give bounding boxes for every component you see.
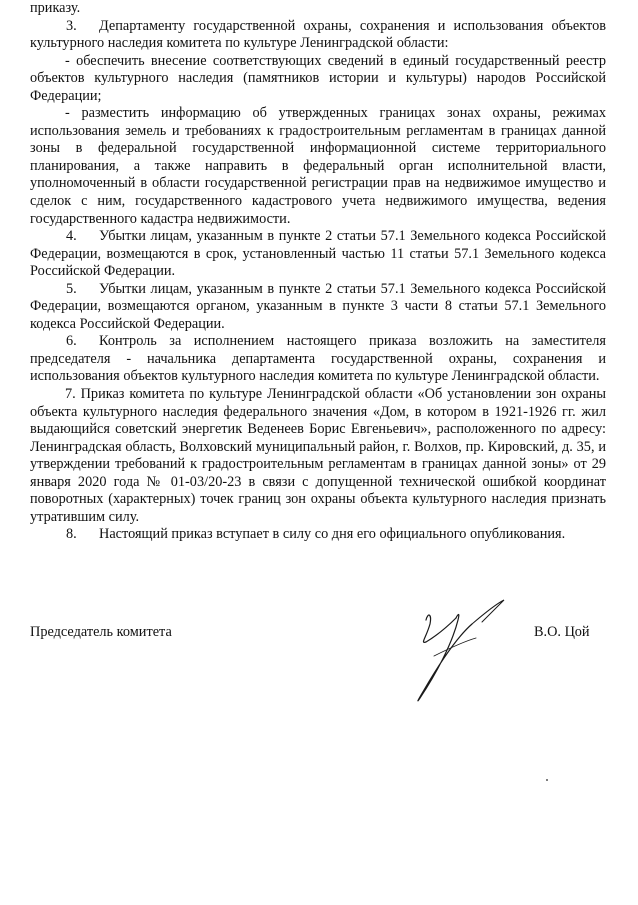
item-3-number: 3.: [66, 17, 77, 34]
scan-speck: [546, 779, 548, 781]
paragraph-item-5: [30, 281, 606, 334]
paragraph-item-7: 7. Приказ комитета по культуре Ленинградской области «Об установлении зон охраны объекта культурного наследия федерального значения «Дом, в котором в 1921-1926 гг. жил выдающийся советский энергетик Веденеев Борис Евгеньевич», расположенного по адресу: Ленинградская область, Волховский муниципальный район, г. Волхов, пр. Кировский, д. 35, и утверждении требований к градостроительным регламентам в границах данной зоны» от 29 января 2020 года № 01-03/20-23 в связи с допущенной технической ошибкой координат поворотных (характерных) точек границ зон охраны объекта культурного наследия признать утратившим силу.: [30, 386, 606, 525]
item-6-number: 6.: [66, 333, 77, 350]
item-6-text: Контроль за исполнением настоящего приказа возложить на заместителя председателя - начальника департамента государственной охраны, сохранения и использования объектов культурного наследия комитета по культуре Ленинградской области.: [30, 333, 606, 385]
paragraph-item-6: [30, 333, 606, 386]
paragraph-item-4: [30, 228, 606, 281]
item-8-text: Настоящий приказ вступает в силу со дня его официального опубликования.: [99, 526, 566, 543]
continuation-line: приказу.: [30, 0, 81, 16]
item-5-number: 5.: [66, 280, 77, 297]
handwritten-signature: [396, 594, 516, 714]
item-3-text: Департаменту государственной охраны, сохранения и использования объектов культурного наследия комитета по культуре Ленинградской области:: [30, 17, 606, 52]
paragraph-item-3: [30, 18, 606, 53]
paragraph-item-8: [30, 526, 606, 544]
paragraph-item-3-bullet-1: - обеспечить внесение соответствующих сведений в единый государственный реестр объектов культурного наследия (памятников истории и культуры) народов Российской Федерации;: [30, 52, 606, 104]
item-8-number: 8.: [66, 526, 77, 543]
signer-name: В.О. Цой: [534, 624, 590, 640]
document-body: [30, 0, 606, 544]
item-4-text: Убытки лицам, указанным в пункте 2 статьи 57.1 Земельного кодекса Российской Федерации, возмещаются в срок, установленный частью 11 статьи 57.1 Земельного кодекса Российской Федерации.: [30, 228, 606, 280]
item-4-number: 4.: [66, 228, 77, 245]
position-label: Председатель комитета: [30, 624, 172, 640]
paragraph-item-3-bullet-2: - разместить информацию об утвержденных границах зонах охраны, режимах использования земель и требованиях к градостроительным регламентам в границах данной зоны в федеральной государственной информационной системе территориального планирования, а также направить в федеральный орган исполнительной власти, уполномоченный в области государственной регистрации прав на недвижимое имущество и сделок с ним, государственного кадастрового учета недвижимого имущества, ведения государственного кадастра недвижимости.: [30, 105, 606, 227]
item-5-text: Убытки лицам, указанным в пункте 2 статьи 57.1 Земельного кодекса Российской Федерации, возмещаются органом, указанным в пункте 3 части 8 статьи 57.1 Земельного кодекса Российской Федерации.: [30, 280, 606, 332]
